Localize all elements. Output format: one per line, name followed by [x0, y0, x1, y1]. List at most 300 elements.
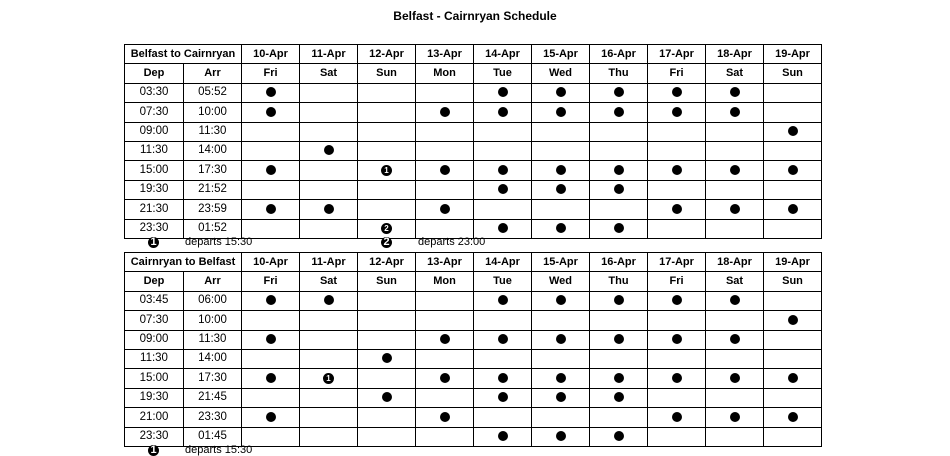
sailing-dot-icon — [266, 334, 276, 344]
date-header: 12-Apr — [358, 253, 416, 272]
schedule-cell — [648, 200, 706, 219]
schedule-cell — [532, 180, 590, 199]
departure-time: 09:00 — [125, 122, 184, 141]
date-header: 17-Apr — [648, 253, 706, 272]
arrival-time: 01:52 — [184, 219, 242, 238]
schedule-cell — [706, 200, 764, 219]
footnote-marker-icon: 2 — [381, 237, 392, 248]
footnote-marker-icon: 1 — [148, 445, 159, 456]
sailing-dot-icon — [498, 334, 508, 344]
schedule-cell — [474, 122, 532, 141]
sailing-dot-icon — [672, 107, 682, 117]
schedule-cell — [648, 103, 706, 122]
arrival-time: 05:52 — [184, 83, 242, 102]
schedule-cell — [648, 349, 706, 368]
dep-header: Dep — [125, 64, 184, 83]
date-header: 16-Apr — [590, 45, 648, 64]
schedule-cell — [358, 200, 416, 219]
schedule-cell — [358, 83, 416, 102]
schedule-cell — [416, 122, 474, 141]
sailing-dot-icon — [614, 165, 624, 175]
schedule-cell — [358, 180, 416, 199]
schedule-cell — [764, 408, 822, 427]
schedule-cell — [358, 349, 416, 368]
table-row — [125, 408, 822, 427]
sailing-dot-icon — [730, 204, 740, 214]
footnote-text: departs 23:00 — [418, 236, 486, 248]
schedule-table — [124, 44, 822, 239]
schedule-cell — [242, 122, 300, 141]
departure-time: 07:30 — [125, 311, 184, 330]
schedule-cell — [474, 427, 532, 446]
schedule-cell — [300, 408, 358, 427]
departure-time: 19:30 — [125, 388, 184, 407]
day-header: Sat — [706, 272, 764, 291]
sailing-dot-icon — [730, 107, 740, 117]
table-row — [125, 103, 822, 122]
sailing-dot-icon — [324, 204, 334, 214]
sailing-dot-icon — [730, 334, 740, 344]
schedule-cell — [300, 388, 358, 407]
schedule-cell — [706, 388, 764, 407]
header-row-days — [125, 64, 822, 83]
sailing-dot-icon — [266, 204, 276, 214]
schedule-cell — [416, 349, 474, 368]
departure-time: 11:30 — [125, 141, 184, 160]
arr-header: Arr — [184, 272, 242, 291]
schedule-cell — [358, 408, 416, 427]
schedule-cell — [474, 291, 532, 310]
sailing-dot-icon — [556, 295, 566, 305]
sailing-dot-icon — [788, 412, 798, 422]
arrival-time: 17:30 — [184, 369, 242, 388]
schedule-cell — [242, 200, 300, 219]
sailing-dot-icon — [614, 373, 624, 383]
table-row — [125, 161, 822, 180]
schedule-cell — [590, 122, 648, 141]
date-header: 10-Apr — [242, 253, 300, 272]
schedule-cell — [648, 180, 706, 199]
departure-time: 15:00 — [125, 161, 184, 180]
schedule-cell — [590, 311, 648, 330]
sailing-dot-icon — [498, 107, 508, 117]
schedule-cell — [474, 311, 532, 330]
sailing-dot-icon — [788, 315, 798, 325]
arrival-time: 23:30 — [184, 408, 242, 427]
day-header: Fri — [648, 64, 706, 83]
schedule-cell — [532, 408, 590, 427]
schedule-cell — [590, 219, 648, 238]
header-row-dates — [125, 45, 822, 64]
table-row — [125, 122, 822, 141]
arrival-time: 14:00 — [184, 349, 242, 368]
date-header: 16-Apr — [590, 253, 648, 272]
schedule-cell — [474, 103, 532, 122]
sailing-dot-icon — [266, 107, 276, 117]
footnote-text: departs 15:30 — [185, 236, 253, 248]
sailing-dot-icon — [788, 165, 798, 175]
schedule-cell — [590, 291, 648, 310]
route-header: Belfast to Cairnryan — [125, 45, 242, 64]
sailing-dot-icon — [440, 165, 450, 175]
schedule-cell — [764, 369, 822, 388]
arrival-time: 10:00 — [184, 311, 242, 330]
sailing-dot-icon — [382, 392, 392, 402]
day-header: Fri — [242, 64, 300, 83]
date-header: 14-Apr — [474, 253, 532, 272]
schedule-cell — [300, 161, 358, 180]
table-row — [125, 200, 822, 219]
arrival-time: 11:30 — [184, 122, 242, 141]
schedule-cell — [532, 369, 590, 388]
day-header: Fri — [648, 272, 706, 291]
schedule-cell — [474, 83, 532, 102]
arrival-time: 10:00 — [184, 103, 242, 122]
schedule-cell — [532, 122, 590, 141]
schedule-cell — [532, 349, 590, 368]
footnote-text: departs 15:30 — [185, 444, 253, 456]
schedule-cell — [706, 369, 764, 388]
schedule-cell — [474, 369, 532, 388]
schedule-cell — [474, 388, 532, 407]
sailing-dot-icon — [556, 373, 566, 383]
sailing-dot-icon — [324, 145, 334, 155]
schedule-cell — [590, 330, 648, 349]
departure-time: 23:30 — [125, 219, 184, 238]
schedule-cell — [416, 180, 474, 199]
date-header: 13-Apr — [416, 45, 474, 64]
sailing-dot-icon — [498, 373, 508, 383]
schedule-cell — [532, 330, 590, 349]
schedule-cell — [358, 388, 416, 407]
schedule-cell — [764, 427, 822, 446]
sailing-dot-icon — [266, 295, 276, 305]
date-header: 19-Apr — [764, 253, 822, 272]
schedule-cell — [706, 141, 764, 160]
schedule-cell — [532, 141, 590, 160]
schedule-cell — [358, 369, 416, 388]
sailing-dot-icon — [788, 126, 798, 136]
sailing-dot-icon — [730, 165, 740, 175]
date-header: 19-Apr — [764, 45, 822, 64]
schedule-cell — [300, 219, 358, 238]
sailing-dot-icon — [788, 204, 798, 214]
schedule-cell — [416, 408, 474, 427]
schedule-cell — [648, 369, 706, 388]
schedule-cell — [648, 330, 706, 349]
schedule-cell — [242, 180, 300, 199]
sailing-dot-icon — [614, 334, 624, 344]
sailing-dot-icon — [266, 412, 276, 422]
schedule-cell — [764, 161, 822, 180]
departure-time: 09:00 — [125, 330, 184, 349]
schedule-cell — [242, 408, 300, 427]
schedule-cell — [764, 83, 822, 102]
schedule-cell — [764, 291, 822, 310]
table-row — [125, 83, 822, 102]
schedule-cell — [648, 219, 706, 238]
sailing-dot-icon — [266, 373, 276, 383]
day-header: Tue — [474, 272, 532, 291]
schedule-cell — [706, 180, 764, 199]
schedule-cell — [358, 122, 416, 141]
schedule-table — [124, 252, 822, 447]
schedule-cell — [474, 408, 532, 427]
day-header: Wed — [532, 64, 590, 83]
sailing-dot-icon — [556, 392, 566, 402]
schedule-cell — [706, 408, 764, 427]
note-marker-icon: 2 — [381, 223, 392, 234]
arrival-time: 17:30 — [184, 161, 242, 180]
schedule-cell — [358, 291, 416, 310]
date-header: 18-Apr — [706, 45, 764, 64]
note-marker-icon: 1 — [323, 373, 334, 384]
date-header: 14-Apr — [474, 45, 532, 64]
sailing-dot-icon — [730, 412, 740, 422]
schedule-cell — [706, 291, 764, 310]
schedule-cell — [532, 161, 590, 180]
date-header: 13-Apr — [416, 253, 474, 272]
schedule-cell — [242, 369, 300, 388]
schedule-cell — [764, 103, 822, 122]
sailing-dot-icon — [614, 295, 624, 305]
departure-time: 03:45 — [125, 291, 184, 310]
sailing-dot-icon — [266, 165, 276, 175]
sailing-dot-icon — [440, 204, 450, 214]
day-header: Sun — [358, 64, 416, 83]
schedule-cell — [590, 349, 648, 368]
schedule-cell — [358, 330, 416, 349]
schedule-cell — [648, 408, 706, 427]
schedule-cell — [764, 180, 822, 199]
page-title: Belfast - Cairnryan Schedule — [393, 9, 557, 23]
schedule-cell — [242, 161, 300, 180]
sailing-dot-icon — [556, 107, 566, 117]
schedule-cell — [242, 349, 300, 368]
departure-time: 21:00 — [125, 408, 184, 427]
sailing-dot-icon — [614, 107, 624, 117]
schedule-cell — [706, 349, 764, 368]
sailing-dot-icon — [498, 87, 508, 97]
sailing-dot-icon — [672, 373, 682, 383]
schedule-cell — [590, 141, 648, 160]
schedule-cell — [590, 180, 648, 199]
day-header: Sun — [358, 272, 416, 291]
day-header: Tue — [474, 64, 532, 83]
sailing-dot-icon — [498, 165, 508, 175]
departure-time: 19:30 — [125, 180, 184, 199]
sailing-dot-icon — [556, 165, 566, 175]
schedule-cell — [532, 200, 590, 219]
day-header: Fri — [242, 272, 300, 291]
schedule-cell — [358, 103, 416, 122]
day-header: Thu — [590, 272, 648, 291]
schedule-cell — [532, 427, 590, 446]
sailing-dot-icon — [614, 184, 624, 194]
schedule-cell — [300, 83, 358, 102]
schedule-cell — [590, 200, 648, 219]
date-header: 15-Apr — [532, 45, 590, 64]
date-header: 15-Apr — [532, 253, 590, 272]
table-row — [125, 349, 822, 368]
schedule-cell — [532, 388, 590, 407]
schedule-cell — [532, 291, 590, 310]
sailing-dot-icon — [788, 373, 798, 383]
schedule-cell — [300, 330, 358, 349]
sailing-dot-icon — [730, 87, 740, 97]
schedule-cell — [706, 311, 764, 330]
sailing-dot-icon — [324, 295, 334, 305]
schedule-cell — [764, 330, 822, 349]
schedule-cell — [764, 388, 822, 407]
date-header: 11-Apr — [300, 253, 358, 272]
schedule-cell — [764, 219, 822, 238]
sailing-dot-icon — [672, 204, 682, 214]
schedule-cell — [416, 141, 474, 160]
schedule-cell — [648, 122, 706, 141]
schedule-cell — [358, 141, 416, 160]
schedule-cell — [416, 427, 474, 446]
schedule-cell — [416, 369, 474, 388]
schedule-cell — [416, 161, 474, 180]
schedule-cell — [300, 369, 358, 388]
schedule-cell — [242, 330, 300, 349]
sailing-dot-icon — [382, 353, 392, 363]
schedule-cell — [416, 103, 474, 122]
schedule-cell — [764, 311, 822, 330]
sailing-dot-icon — [556, 87, 566, 97]
schedule-cell — [590, 369, 648, 388]
sailing-dot-icon — [556, 223, 566, 233]
sailing-dot-icon — [730, 295, 740, 305]
schedule-cell — [242, 388, 300, 407]
sailing-dot-icon — [440, 334, 450, 344]
schedule-cell — [474, 141, 532, 160]
schedule-cell — [648, 83, 706, 102]
day-header: Sat — [300, 272, 358, 291]
arrival-time: 23:59 — [184, 200, 242, 219]
schedule-cell — [648, 388, 706, 407]
sailing-dot-icon — [498, 295, 508, 305]
schedule-cell — [416, 83, 474, 102]
schedule-cell — [474, 161, 532, 180]
sailing-dot-icon — [266, 87, 276, 97]
table-row — [125, 388, 822, 407]
sailing-dot-icon — [672, 295, 682, 305]
schedule-cell — [532, 219, 590, 238]
table-row — [125, 180, 822, 199]
schedule-cell — [590, 103, 648, 122]
schedule-cell — [300, 291, 358, 310]
schedule-cell — [242, 83, 300, 102]
sailing-dot-icon — [556, 334, 566, 344]
schedule-cell — [242, 311, 300, 330]
schedule-cell — [764, 349, 822, 368]
schedule-cell — [706, 103, 764, 122]
schedule-cell — [300, 349, 358, 368]
date-header: 18-Apr — [706, 253, 764, 272]
schedule-cell — [416, 200, 474, 219]
schedule-cell — [532, 103, 590, 122]
arrival-time: 01:45 — [184, 427, 242, 446]
sailing-dot-icon — [730, 373, 740, 383]
schedule-cell — [706, 122, 764, 141]
schedule-cell — [706, 219, 764, 238]
sailing-dot-icon — [556, 431, 566, 441]
schedule-cell — [706, 427, 764, 446]
date-header: 10-Apr — [242, 45, 300, 64]
departure-time: 23:30 — [125, 427, 184, 446]
schedule-cell — [474, 180, 532, 199]
note-marker-icon: 1 — [381, 165, 392, 176]
schedule-cell — [416, 330, 474, 349]
schedule-cell — [764, 141, 822, 160]
sailing-dot-icon — [498, 431, 508, 441]
schedule-cell — [300, 122, 358, 141]
sailing-dot-icon — [498, 392, 508, 402]
header-row-days — [125, 272, 822, 291]
day-header: Sun — [764, 272, 822, 291]
schedule-cell — [300, 141, 358, 160]
schedule-cell — [590, 427, 648, 446]
departure-time: 11:30 — [125, 349, 184, 368]
schedule-cell — [300, 200, 358, 219]
date-header: 12-Apr — [358, 45, 416, 64]
header-row-dates — [125, 253, 822, 272]
schedule-cell — [242, 141, 300, 160]
day-header: Thu — [590, 64, 648, 83]
schedule-cell — [474, 330, 532, 349]
day-header: Sat — [706, 64, 764, 83]
schedule-cell — [706, 330, 764, 349]
route-header: Cairnryan to Belfast — [125, 253, 242, 272]
schedule-cell — [358, 311, 416, 330]
arrival-time: 14:00 — [184, 141, 242, 160]
day-header: Sat — [300, 64, 358, 83]
arrival-time: 21:45 — [184, 388, 242, 407]
schedule-cell — [706, 161, 764, 180]
sailing-dot-icon — [614, 87, 624, 97]
schedule-cell — [648, 161, 706, 180]
day-header: Sun — [764, 64, 822, 83]
schedule-cell — [416, 311, 474, 330]
schedule-cell — [416, 388, 474, 407]
arrival-time: 11:30 — [184, 330, 242, 349]
schedule-cell — [648, 291, 706, 310]
sailing-dot-icon — [440, 373, 450, 383]
departure-time: 03:30 — [125, 83, 184, 102]
sailing-dot-icon — [672, 165, 682, 175]
schedule-cell — [590, 388, 648, 407]
departure-time: 15:00 — [125, 369, 184, 388]
dep-header: Dep — [125, 272, 184, 291]
departure-time: 07:30 — [125, 103, 184, 122]
schedule-cell — [590, 408, 648, 427]
footnote-marker-icon: 1 — [148, 237, 159, 248]
schedule-cell — [416, 291, 474, 310]
sailing-dot-icon — [672, 412, 682, 422]
table-row — [125, 291, 822, 310]
schedule-cell — [300, 103, 358, 122]
schedule-cell — [532, 311, 590, 330]
day-header: Wed — [532, 272, 590, 291]
schedule-cell — [358, 161, 416, 180]
sailing-dot-icon — [440, 412, 450, 422]
schedule-cell — [648, 427, 706, 446]
date-header: 17-Apr — [648, 45, 706, 64]
sailing-dot-icon — [498, 223, 508, 233]
arrival-time: 21:52 — [184, 180, 242, 199]
